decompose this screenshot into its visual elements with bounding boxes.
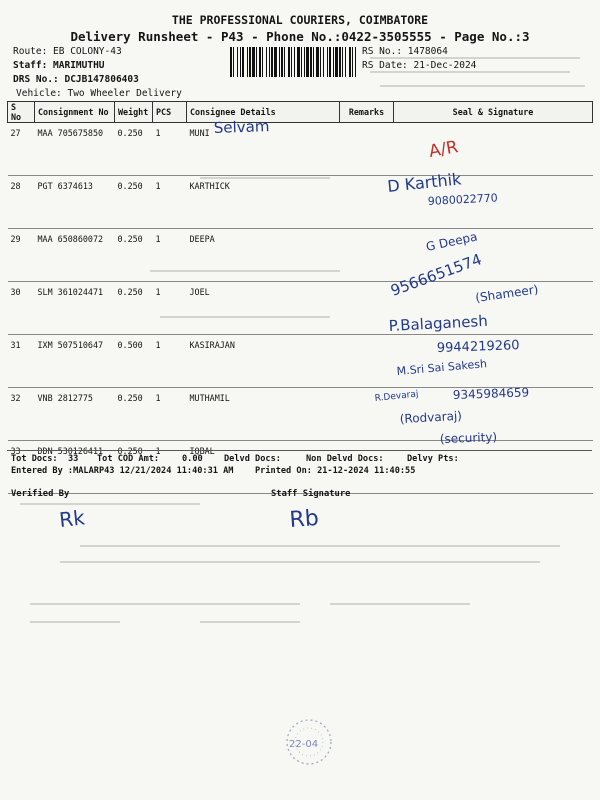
barcode-icon [230,47,356,77]
cell-weight: 0.250 [115,229,153,282]
cell-consignee: KARTHICK [187,176,340,229]
cell-consignee: KASIRAJAN [187,335,340,388]
cell-pcs: 1 [153,123,187,176]
cell-weight: 0.500 [115,335,153,388]
delvy-pts-label: Delvy Pts: [407,454,459,464]
staff-label: Staff: MARIMUTHU [13,60,105,71]
cell-sno: 28 [8,176,35,229]
hw-row30-phone: 9566651574 [388,250,485,300]
cell-remarks [340,335,394,388]
cell-pcs: 1 [153,176,187,229]
cell-remarks [340,123,394,176]
staff-signature-label: Staff Signature [271,489,351,499]
table-row [8,282,593,335]
cell-seal [394,229,593,282]
hw-row28-phone: 9080022770 [427,191,499,208]
table-row [8,388,593,441]
cell-seal [394,441,593,494]
cell-consignee: IQBAL [187,441,340,494]
col-consignment-header: Consignment No [35,102,115,123]
cod-value: 0.00 [182,454,203,464]
cell-seal [394,282,593,335]
cell-consignee: MUTHAMIL [187,388,340,441]
hw-row29-name: G Deepa [424,229,479,254]
hw-row31-name: P.Balaganesh [388,311,489,335]
cell-sno: 30 [8,282,35,335]
tot-docs-value: 33 [68,454,79,464]
col-sno-header: S No [8,102,35,123]
table-row [8,335,593,388]
stamp-seal-icon [287,720,331,764]
hw-row27-seal: A/R [427,137,460,162]
non-delvd-docs-label: Non Delvd Docs: [306,454,384,464]
hw-row33-name2: (Rodvaraj) [399,408,463,426]
col-seal-header: Seal & Signature [394,102,593,123]
cell-pcs: 1 [153,282,187,335]
cell-consignment: DDN 530126411 [35,441,115,494]
col-weight-header: Weight [115,102,153,123]
cell-seal [394,123,593,176]
cell-consignment: MAA 650860072 [35,229,115,282]
stamp-text: 22-04 [289,739,319,750]
hw-row32-name: M.Sri Sai Sakesh [396,357,488,378]
col-consignee-header: Consignee Details [187,102,340,123]
cell-seal [394,335,593,388]
cell-remarks [340,282,394,335]
rs-date: RS Date: 21-Dec-2024 [362,60,477,71]
table-header-row [8,102,593,123]
cell-weight: 0.250 [115,441,153,494]
cell-consignment: IXM 507510647 [35,335,115,388]
table-row [8,176,593,229]
verified-by-label: Verified By [11,489,70,499]
hw-row30-name: (Shameer) [474,282,540,305]
cell-sno: 29 [8,229,35,282]
col-remarks-header: Remarks [340,102,394,123]
delvd-docs-label: Delvd Docs: [224,454,281,464]
cell-consignment: SLM 361024471 [35,282,115,335]
cell-consignment: MAA 705675850 [35,123,115,176]
vehicle-label: Vehicle: Two Wheeler Delivery [16,88,182,99]
cell-sno: 31 [8,335,35,388]
cell-weight: 0.250 [115,176,153,229]
cell-consignee: JOEL [187,282,340,335]
entered-by: Entered By :MALARP43 12/21/2024 11:40:31 AM [11,466,234,476]
runsheet-subtitle: Delivery Runsheet - P43 - Phone No.:0422-3505555 - Page No.:3 [70,29,530,44]
cell-consignment: VNB 2812775 [35,388,115,441]
cell-weight: 0.250 [115,123,153,176]
rs-number: RS No.: 1478064 [362,46,448,57]
hw-row28-name: D Karthik [386,169,463,196]
cell-remarks [340,388,394,441]
cell-sno: 33 [8,441,35,494]
tot-docs-label: Tot Docs: [11,454,58,464]
table-row [8,123,593,176]
cell-pcs: 1 [153,388,187,441]
hw-verified-signature: Rk [58,505,86,532]
hw-row33-name: R.Devaraj [374,389,419,404]
cell-seal [394,176,593,229]
hw-row27-name: Selvam [213,117,270,137]
company-title: THE PROFESSIONAL COURIERS, COIMBATORE [171,13,429,27]
cell-weight: 0.250 [115,388,153,441]
col-pcs-header: PCS [153,102,187,123]
cell-sno: 27 [8,123,35,176]
printed-on: Printed On: 21-12-2024 11:40:55 [255,466,416,476]
delivery-table [7,101,593,494]
cell-seal [394,388,593,441]
cell-remarks [340,176,394,229]
cell-sno: 32 [8,388,35,441]
cell-consignee: DEEPA [187,229,340,282]
cell-weight: 0.250 [115,282,153,335]
cell-consignee: MUNI [187,123,340,176]
hw-staff-signature: Rb [288,506,320,533]
summary-divider [7,450,592,451]
cell-pcs: 1 [153,229,187,282]
cell-pcs: 1 [153,335,187,388]
hw-row33-phone: 9345984659 [452,385,530,402]
table-row [8,229,593,282]
route-label: Route: EB COLONY-43 [13,46,122,57]
hw-row31-phone: 9944219260 [436,338,520,356]
cell-remarks [340,229,394,282]
hw-row33-security: (security) [439,430,498,446]
cell-pcs: 1 [153,441,187,494]
cod-label: Tot COD Amt: [97,454,160,464]
drs-number: DRS No.: DCJB147806403 [13,74,139,85]
cell-consignment: PGT 6374613 [35,176,115,229]
